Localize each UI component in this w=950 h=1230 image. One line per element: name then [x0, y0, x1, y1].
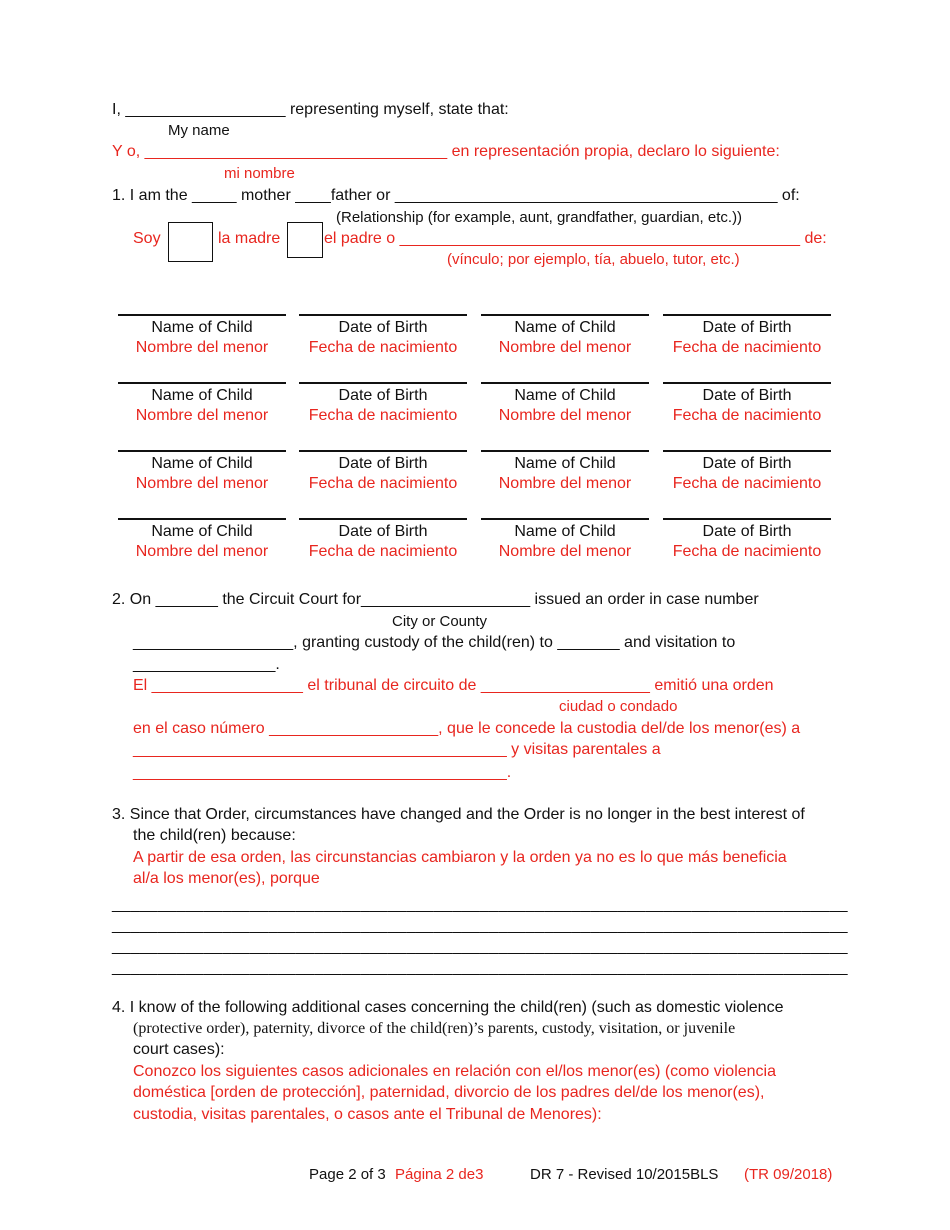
page-number-es: Página 2 de3 [395, 1166, 484, 1183]
section1-el-padre: el padre o _____________________________________________ de: [324, 230, 827, 247]
child-dob-field[interactable]: Date of Birth Fecha de nacimiento [299, 450, 467, 504]
father-checkbox[interactable] [287, 222, 323, 258]
reason-blank-line[interactable]: ________________________________________________________________________________ [112, 896, 848, 913]
page-number-en: Page 2 of 3 [309, 1166, 386, 1183]
child-name-field[interactable]: Name of Child Nombre del menor [118, 450, 286, 504]
child-dob-field[interactable]: Date of Birth Fecha de nacimiento [663, 382, 831, 436]
child-dob-field[interactable]: Date of Birth Fecha de nacimiento [663, 518, 831, 572]
section3-en-line2: the child(ren) because: [133, 827, 296, 844]
section2-city-caption: City or County [392, 613, 488, 630]
section3-en-line1: 3. Since that Order, circumstances have changed and the Order is no longer in the best interest of [112, 806, 805, 823]
section2-en-line3: ________________. [133, 656, 280, 673]
section1-vinculo-caption: (vínculo; por ejemplo, tía, abuelo, tutor, etc.) [447, 251, 740, 268]
section2-en-line2: __________________, granting custody of the child(ren) to _______ and visitation to [133, 634, 736, 651]
section4-es-line1: Conozco los siguientes casos adicionales en relación con el/los menor(es) (como violencia [133, 1063, 776, 1080]
mi-nombre-caption: mi nombre [224, 165, 295, 182]
child-name-field[interactable]: Name of Child Nombre del menor [118, 382, 286, 436]
section2-es-line4: __________________________________________. [133, 764, 512, 781]
section2-es-line1: El _________________ el tribunal de circuito de ___________________ emitió una orden [133, 677, 774, 694]
section4-es-line3: custodia, visitas parentales, o casos ante el Tribunal de Menores): [133, 1106, 602, 1123]
child-name-field[interactable]: Name of Child Nombre del menor [481, 450, 649, 504]
my-name-caption: My name [168, 122, 230, 139]
section4-en-line3: court cases): [133, 1041, 225, 1058]
section1-la-madre: la madre [218, 230, 281, 247]
intro-line-en: I, __________________ representing myself, state that: [112, 101, 509, 118]
reason-blank-line[interactable]: ________________________________________________________________________________ [112, 959, 848, 976]
child-dob-field[interactable]: Date of Birth Fecha de nacimiento [299, 518, 467, 572]
section2-ciudad-caption: ciudad o condado [559, 698, 678, 715]
form-tr-date: (TR 09/2018) [744, 1166, 833, 1183]
section1-en-line: 1. I am the _____ mother ____father or ___________________________________________ of: [112, 187, 800, 204]
form-id: DR 7 - Revised 10/2015BLS [530, 1166, 719, 1183]
child-name-field[interactable]: Name of Child Nombre del menor [481, 382, 649, 436]
section3-es-line2: al/a los menor(es), porque [133, 870, 320, 887]
section1-soy: Soy [133, 230, 161, 247]
section2-en-line1: 2. On _______ the Circuit Court for___________________ issued an order in case number [112, 591, 759, 608]
child-dob-field[interactable]: Date of Birth Fecha de nacimiento [299, 382, 467, 436]
child-name-field[interactable]: Name of Child Nombre del menor [481, 518, 649, 572]
child-dob-field[interactable]: Date of Birth Fecha de nacimiento [663, 450, 831, 504]
child-name-field[interactable]: Name of Child Nombre del menor [118, 518, 286, 572]
child-dob-field[interactable]: Date of Birth Fecha de nacimiento [299, 314, 467, 368]
section2-es-line3: __________________________________________ y visitas parentales a [133, 741, 661, 758]
mother-checkbox[interactable] [168, 222, 213, 262]
intro-line-es: Y o, __________________________________ en representación propia, declaro lo siguiente: [112, 143, 780, 160]
child-name-field[interactable]: Name of Child Nombre del menor [481, 314, 649, 368]
section4-es-line2: doméstica [orden de protección], paternidad, divorcio de los padres del/de los menor(es), [133, 1084, 765, 1101]
section4-en-line2: (protective order), paternity, divorce of the child(ren)’s parents, custody, visitation, or juvenile [133, 1020, 736, 1037]
child-name-field[interactable]: Name of Child Nombre del menor [118, 314, 286, 368]
section4-en-line1: 4. I know of the following additional cases concerning the child(ren) (such as domestic violence [112, 999, 784, 1016]
reason-blank-line[interactable]: ________________________________________________________________________________ [112, 938, 848, 955]
section3-es-line1: A partir de esa orden, las circunstancias cambiaron y la orden ya no es lo que más beneficia [133, 849, 787, 866]
child-dob-field[interactable]: Date of Birth Fecha de nacimiento [663, 314, 831, 368]
reason-blank-line[interactable]: ________________________________________________________________________________ [112, 917, 848, 934]
section2-es-line2: en el caso número ___________________, que le concede la custodia del/de los menor(es) a [133, 720, 801, 737]
section1-relationship-caption: (Relationship (for example, aunt, grandfather, guardian, etc.)) [336, 209, 743, 226]
